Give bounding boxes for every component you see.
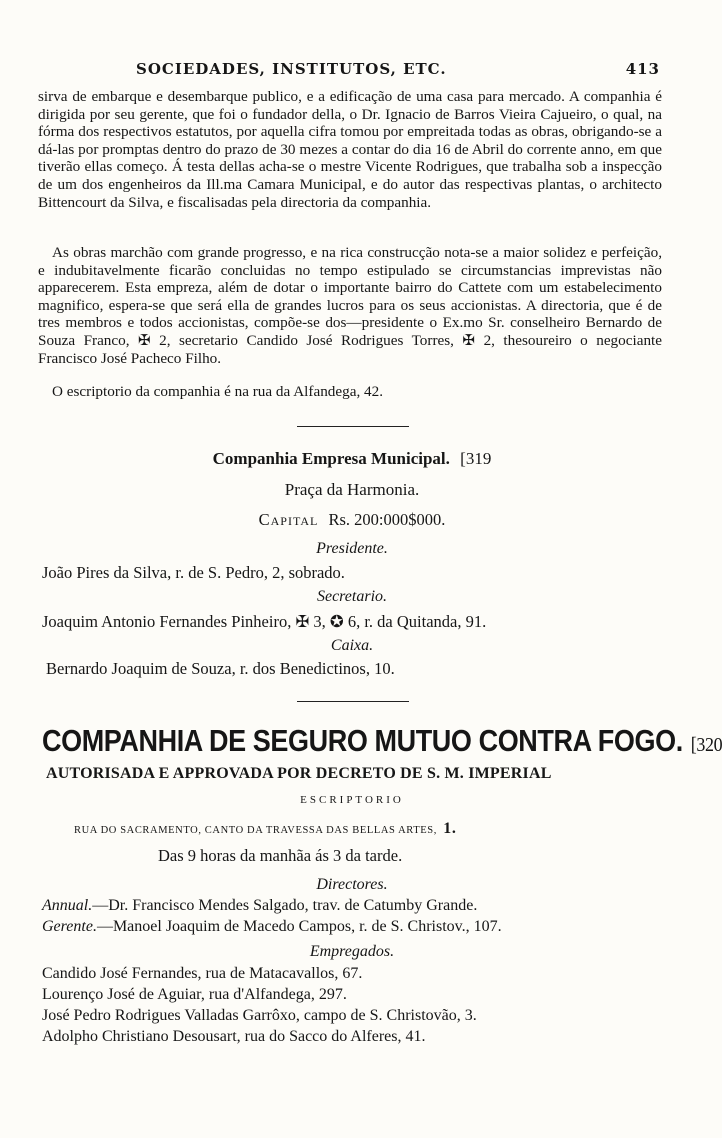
entry-319-title <box>0 449 704 469</box>
page-number: 413 <box>625 60 660 78</box>
entry-319-name: Companhia Empresa Municipal. <box>212 449 450 468</box>
escriptorio-street <box>74 820 456 838</box>
employee-row: José Pedro Rodrigues Valladas Garrôxo, campo de S. Christovão, 3. <box>42 1007 477 1024</box>
running-title: SOCIEDADES, INSTITUTOS, ETC. <box>136 60 447 78</box>
empregados-heading: Empregados. <box>309 943 395 960</box>
running-head <box>40 60 660 84</box>
employee-row: Lourenço José de Aguiar, rua d'Alfandega, 297. <box>42 986 347 1003</box>
caixa-heading: Caixa. <box>330 637 374 654</box>
entry-319-number: [319 <box>460 449 492 468</box>
secretario-heading: Secretario. <box>316 588 388 605</box>
entry-320-name: COMPANHIA DE SEGURO MUTUO CONTRA FOGO. <box>42 724 683 758</box>
prev-entry-paragraph-3: O escriptorio da companhia é na rua da Alfandega, 42. <box>52 383 384 400</box>
director-text: —Manoel Joaquim de Macedo Campos, r. de S. Christov., 107. <box>96 918 502 935</box>
capital-label: Capital <box>258 510 319 529</box>
employee-row: Adolpho Christiano Desousart, rua do Sacco do Alferes, 41. <box>42 1028 426 1045</box>
presidente-line: João Pires da Silva, r. de S. Pedro, 2, sobrado. <box>42 563 345 582</box>
prev-entry-paragraph-1: sirva de embarque e desembarque publico, e a edificação de uma casa para mercado. A companhia é dirigida por seu gerente, que foi o fundador della, o Dr. Ignacio de Barros Vieira Cajueiro, o qual, na fórma dos respectivos estatutos, por aquella cifra tomou por empreitada todas as obras, obrigando-se a dá-las por promptas dentro do prazo de 30 mezes a contar do dia 16 de Abril do corrente anno, em que tiverão ellas começo. Á testa dellas acha-se o mestre Vicente Rodrigues, que trabalha sob a inspecção de um dos engenheiros da Ill.ma Camara Municipal, e do autor das respectivas plantas, o architecto Bittencourt da Silva, e fiscalisadas pela directoria da companhia. <box>38 88 662 211</box>
director-row <box>42 918 670 936</box>
presidente-heading: Presidente. <box>316 540 388 557</box>
entry-319-address: Praça da Harmonia. <box>284 480 420 499</box>
director-text: —Dr. Francisco Mendes Salgado, trav. de Catumby Grande. <box>92 897 478 914</box>
caixa-line: Bernardo Joaquim de Souza, r. dos Benedictinos, 10. <box>46 659 395 678</box>
director-row <box>42 897 670 915</box>
prev-entry-paragraph-2: As obras marchão com grande progresso, e na rica construcção nota-se a maior solidez e perfeição, e indubitavelmente ficarão concluidas no tempo estipulado se circumstancias imprevistas não apparecerem. Esta empreza, além de dotar o importante bairro do Cattete com um estabelecimento magnifico, espera-se que será ella de grandes lucros para os seus accionistas. A directoria, que é de tres membros e todos accionistas, compõe-se dos—presidente o Ex.mo Sr. conselheiro Bernardo de Souza Franco, ✠ 2, secretario Candido José Rodrigues Torres, ✠ 2, thesoureiro o negociante Francisco José Pacheco Filho. <box>38 244 662 367</box>
office-hours: Das 9 horas da manhãa ás 3 da tarde. <box>158 846 403 865</box>
capital-value: Rs. 200:000$000. <box>328 510 446 529</box>
entry-320-subtitle: AUTORISADA E APPROVADA POR DECRETO DE S. M. IMPERIAL <box>46 765 552 782</box>
entry-319-capital <box>0 510 704 530</box>
secretario-line: Joaquim Antonio Fernandes Pinheiro, ✠ 3, ✪ 6, r. da Quitanda, 91. <box>42 612 487 631</box>
director-role: Gerente. <box>42 918 97 935</box>
section-divider <box>297 701 409 702</box>
section-divider <box>297 426 409 427</box>
street-name: RUA DO SACRAMENTO, CANTO DA TRAVESSA DAS BELLAS ARTES, <box>74 825 437 836</box>
employee-row: Candido José Fernandes, rua de Matacavallos, 67. <box>42 965 363 982</box>
director-role: Annual. <box>42 897 93 914</box>
entry-320-number: [320 <box>690 733 722 756</box>
entry-320-title <box>42 724 722 760</box>
escriptorio-heading: ESCRIPTORIO <box>300 794 404 806</box>
directores-heading: Directores. <box>316 876 388 893</box>
street-number: 1. <box>443 820 457 837</box>
